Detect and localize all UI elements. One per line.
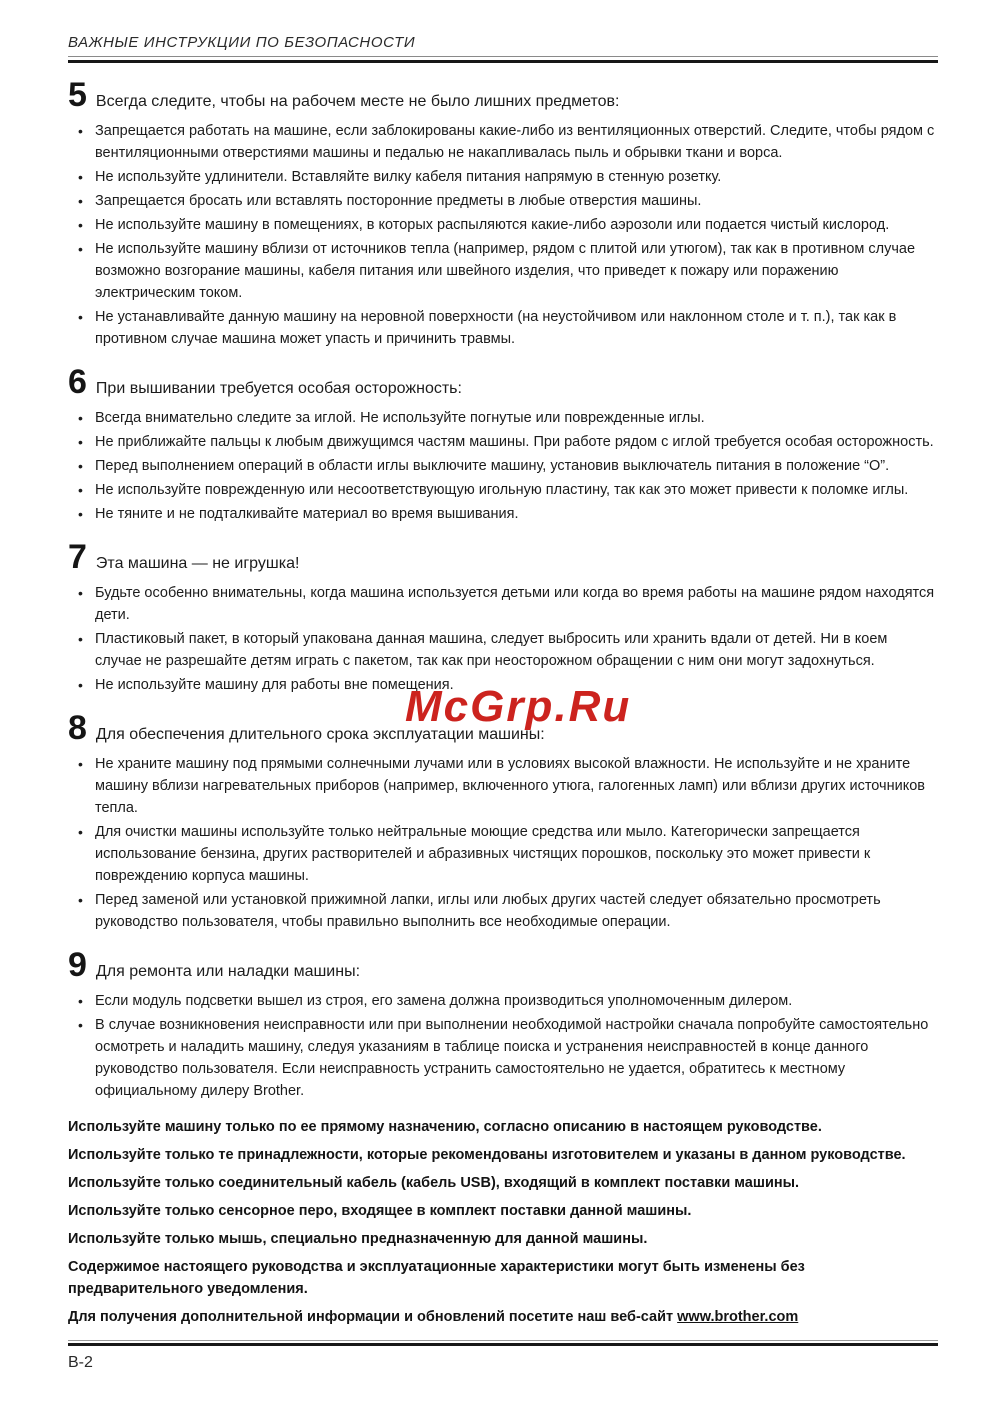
section-9-heading [68, 948, 938, 982]
section-7 [68, 540, 938, 696]
section-title: Всегда следите, чтобы на рабочем месте не было лишних предметов: [95, 93, 620, 110]
section-8 [68, 711, 938, 933]
notice: Используйте только мышь, специально предназначенную для данной машины. [68, 1231, 648, 1247]
notice: Используйте машину только по ее прямому назначению, согласно описанию в настоящем руководстве. [68, 1119, 822, 1135]
section-number: 9 [68, 946, 87, 984]
bullet-item: • Не используйте поврежденную или несоответствующую игольную пластину, так как это может привести к поломке иглы. [76, 479, 938, 501]
notice: Содержимое настоящего руководства и эксплуатационные характеристики могут быть изменены без предварительного уведомления. [68, 1259, 805, 1297]
section-title: Для ремонта или наладки машины: [95, 963, 361, 980]
bullet-item: • Не используйте машину в помещениях, в которых распыляются какие-либо аэрозоли или подается чистый кислород. [76, 214, 938, 236]
section-8-bullets [68, 753, 938, 933]
running-header [68, 34, 938, 63]
section-7-heading [68, 540, 938, 574]
section-6-bullets [68, 407, 938, 525]
bullet-item: • Не тяните и не подталкивайте материал во время вышивания. [76, 503, 938, 525]
bullet-item: • Не используйте машину для работы вне помещения. [76, 674, 938, 696]
bullet-item: • Не используйте машину вблизи от источников тепла (например, рядом с плитой или утюгом), так как в противном случае возможно возгорание машины, кабеля питания или швейного изделия, что приведет к пожару или поражению электрическим током. [76, 238, 938, 304]
notice: Используйте только те принадлежности, которые рекомендованы изготовителем и указаны в данном руководстве. [68, 1147, 906, 1163]
header-rule [68, 56, 938, 63]
section-6-heading [68, 365, 938, 399]
bullet-item: • Перед выполнением операций в области иглы выключите машину, установив выключатель питания в положение “O”. [76, 455, 938, 477]
section-title: Эта машина — не игрушка! [95, 555, 300, 572]
section-title: Для обеспечения длительного срока эксплуатации машины: [95, 726, 545, 743]
bullet-item: • Не приближайте пальцы к любым движущимся частям машины. При работе рядом с иглой требуется особая осторожность. [76, 431, 938, 453]
bold-notices [68, 1116, 938, 1328]
section-number: 8 [68, 709, 87, 747]
website-link[interactable]: www.brother.com [677, 1309, 799, 1325]
bullet-item: • Пластиковый пакет, в который упакована данная машина, следует выбросить или хранить вдали от детей. Ни в коем случае не разрешайте детям играть с пакетом, так как при неосторожном обращении с ним они могут задохнуться. [76, 628, 938, 672]
bullet-item: • Не храните машину под прямыми солнечными лучами или в условиях высокой влажности. Не используйте и не храните машину вблизи нагревательных приборов (например, включенного утюга, галогенных ламп) или вблизи других источников тепла. [76, 753, 938, 819]
page-footer [68, 1340, 938, 1372]
section-5 [68, 78, 938, 350]
section-number: 6 [68, 363, 87, 401]
page-number: B-2 [68, 1354, 93, 1371]
website-notice [68, 1306, 938, 1328]
section-6 [68, 365, 938, 525]
website-notice-text: Для получения дополнительной информации и обновлений посетите наш веб-сайт [68, 1309, 678, 1325]
section-5-bullets [68, 120, 938, 350]
bullet-item: • Перед заменой или установкой прижимной лапки, иглы или любых других частей следует обязательно просмотреть руководство пользователя, чтобы правильно выполнить все необходимые операции. [76, 889, 938, 933]
section-9-bullets [68, 990, 938, 1102]
bullet-item: • Не используйте удлинители. Вставляйте вилку кабеля питания напрямую в стенную розетку. [76, 166, 938, 188]
bullet-item: • Будьте особенно внимательны, когда машина используется детьми или когда во время работы на машине рядом находятся дети. [76, 582, 938, 626]
section-title: При вышивании требуется особая осторожность: [95, 380, 462, 397]
bullet-item: • Запрещается работать на машине, если заблокированы какие-либо из вентиляционных отверстий. Следите, чтобы рядом с вентиляционными отверстиями машины и педалью не накапливалась пыль и обрывки ткани и ворса. [76, 120, 938, 164]
section-number: 5 [68, 76, 87, 114]
section-9 [68, 948, 938, 1102]
footer-rule [68, 1340, 938, 1346]
notice: Используйте только соединительный кабель (кабель USB), входящий в комплект поставки машины. [68, 1175, 800, 1191]
section-8-heading [68, 711, 938, 745]
header-title: ВАЖНЫЕ ИНСТРУКЦИИ ПО БЕЗОПАСНОСТИ [68, 34, 416, 51]
bullet-item: • Не устанавливайте данную машину на неровной поверхности (на неустойчивом или наклонном столе и т. п.), так как в противном случае машина может упасть и причинить травмы. [76, 306, 938, 350]
section-7-bullets [68, 582, 938, 696]
bullet-item: • Всегда внимательно следите за иглой. Не используйте погнутые или поврежденные иглы. [76, 407, 938, 429]
watermark: McGrp.Ru [405, 682, 632, 731]
notice: Используйте только сенсорное перо, входящее в комплект поставки данной машины. [68, 1203, 692, 1219]
bullet-item: • Если модуль подсветки вышел из строя, его замена должна производиться уполномоченным дилером. [76, 990, 938, 1012]
bullet-item: • В случае возникновения неисправности или при выполнении необходимой настройки сначала попробуйте самостоятельно осмотреть и наладить машину, следуя указаниям в таблице поиска и устранения неисправностей в конце данного руководство пользователя. Если неисправность устранить самостоятельно не удается, обратитесь к местному официальному дилеру Brother. [76, 1014, 938, 1102]
section-number: 7 [68, 538, 87, 576]
section-5-heading [68, 78, 938, 112]
bullet-item: • Для очистки машины используйте только нейтральные моющие средства или мыло. Категорически запрещается использование бензина, других растворителей и абразивных чистящих порошков, поскольку это может привести к повреждению корпуса машины. [76, 821, 938, 887]
bullet-item: • Запрещается бросать или вставлять посторонние предметы в любые отверстия машины. [76, 190, 938, 212]
